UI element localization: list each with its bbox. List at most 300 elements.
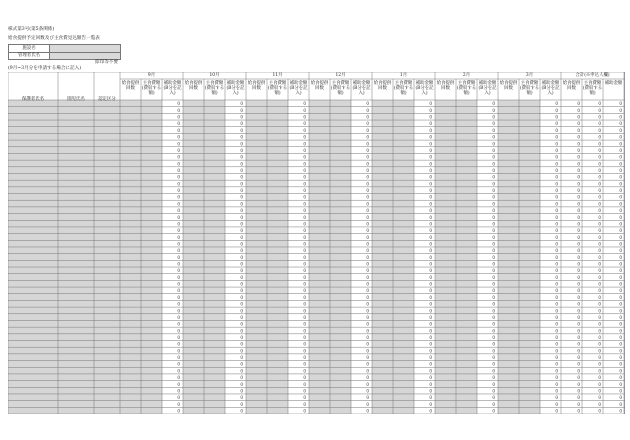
meal-count-cell[interactable] [246,314,267,321]
meal-count-cell[interactable] [309,361,330,368]
staple-cost-cell[interactable] [267,334,288,341]
meal-count-cell[interactable] [183,294,204,301]
meal-count-cell[interactable] [435,240,456,247]
meal-count-cell[interactable] [435,394,456,401]
table-row[interactable] [8,120,120,127]
staple-cost-cell[interactable] [330,240,351,247]
staple-cost-cell[interactable] [330,167,351,174]
meal-count-cell[interactable] [372,200,393,207]
meal-count-cell[interactable] [372,167,393,174]
table-row[interactable] [8,234,120,241]
staple-cost-cell[interactable] [330,140,351,147]
staple-cost-cell[interactable] [519,280,540,287]
meal-count-cell[interactable] [183,280,204,287]
meal-count-cell[interactable] [120,341,141,348]
meal-count-cell[interactable] [246,334,267,341]
meal-count-cell[interactable] [246,354,267,361]
staple-cost-cell[interactable] [141,407,162,414]
staple-cost-cell[interactable] [204,394,225,401]
staple-cost-cell[interactable] [519,347,540,354]
meal-count-cell[interactable] [309,274,330,281]
meal-count-cell[interactable] [372,280,393,287]
staple-cost-cell[interactable] [330,294,351,301]
staple-cost-cell[interactable] [267,254,288,261]
meal-count-cell[interactable] [120,120,141,127]
meal-count-cell[interactable] [435,354,456,361]
meal-count-cell[interactable] [120,100,141,107]
meal-count-cell[interactable] [183,361,204,368]
staple-cost-cell[interactable] [330,194,351,201]
meal-count-cell[interactable] [183,147,204,154]
meal-count-cell[interactable] [435,140,456,147]
meal-count-cell[interactable] [183,387,204,394]
meal-count-cell[interactable] [309,354,330,361]
meal-count-cell[interactable] [183,173,204,180]
staple-cost-cell[interactable] [519,153,540,160]
table-row[interactable] [8,214,120,221]
staple-cost-cell[interactable] [393,153,414,160]
staple-cost-cell[interactable] [330,260,351,267]
staple-cost-cell[interactable] [330,207,351,214]
staple-cost-cell[interactable] [519,227,540,234]
table-row[interactable] [8,167,120,174]
meal-count-cell[interactable] [435,127,456,134]
staple-cost-cell[interactable] [456,100,477,107]
table-row[interactable] [8,274,120,281]
meal-count-cell[interactable] [498,320,519,327]
staple-cost-cell[interactable] [330,133,351,140]
meal-count-cell[interactable] [183,300,204,307]
staple-cost-cell[interactable] [330,274,351,281]
staple-cost-cell[interactable] [393,167,414,174]
meal-count-cell[interactable] [435,100,456,107]
meal-count-cell[interactable] [183,247,204,254]
meal-count-cell[interactable] [498,267,519,274]
staple-cost-cell[interactable] [519,160,540,167]
meal-count-cell[interactable] [120,361,141,368]
meal-count-cell[interactable] [309,254,330,261]
staple-cost-cell[interactable] [267,173,288,180]
staple-cost-cell[interactable] [393,274,414,281]
meal-count-cell[interactable] [120,214,141,221]
meal-count-cell[interactable] [435,287,456,294]
staple-cost-cell[interactable] [204,214,225,221]
meal-count-cell[interactable] [120,307,141,314]
table-row[interactable] [8,314,120,321]
meal-count-cell[interactable] [120,387,141,394]
staple-cost-cell[interactable] [141,127,162,134]
meal-count-cell[interactable] [498,240,519,247]
meal-count-cell[interactable] [372,347,393,354]
meal-count-cell[interactable] [120,267,141,274]
staple-cost-cell[interactable] [141,133,162,140]
staple-cost-cell[interactable] [519,207,540,214]
staple-cost-cell[interactable] [204,173,225,180]
meal-count-cell[interactable] [309,234,330,241]
staple-cost-cell[interactable] [393,133,414,140]
meal-count-cell[interactable] [498,234,519,241]
facility-field[interactable] [50,45,121,53]
staple-cost-cell[interactable] [393,267,414,274]
meal-count-cell[interactable] [372,260,393,267]
staple-cost-cell[interactable] [330,354,351,361]
staple-cost-cell[interactable] [393,200,414,207]
meal-count-cell[interactable] [309,381,330,388]
meal-count-cell[interactable] [498,100,519,107]
staple-cost-cell[interactable] [330,127,351,134]
staple-cost-cell[interactable] [393,140,414,147]
meal-count-cell[interactable] [435,254,456,261]
staple-cost-cell[interactable] [393,120,414,127]
staple-cost-cell[interactable] [267,227,288,234]
meal-count-cell[interactable] [246,341,267,348]
meal-count-cell[interactable] [183,367,204,374]
meal-count-cell[interactable] [372,381,393,388]
meal-count-cell[interactable] [246,247,267,254]
meal-count-cell[interactable] [309,113,330,120]
staple-cost-cell[interactable] [519,274,540,281]
meal-count-cell[interactable] [183,314,204,321]
staple-cost-cell[interactable] [267,327,288,334]
meal-count-cell[interactable] [498,247,519,254]
staple-cost-cell[interactable] [330,401,351,408]
meal-count-cell[interactable] [435,307,456,314]
meal-count-cell[interactable] [183,267,204,274]
meal-count-cell[interactable] [120,113,141,120]
meal-count-cell[interactable] [498,387,519,394]
staple-cost-cell[interactable] [519,300,540,307]
meal-count-cell[interactable] [120,394,141,401]
meal-count-cell[interactable] [498,381,519,388]
meal-count-cell[interactable] [372,180,393,187]
staple-cost-cell[interactable] [267,260,288,267]
meal-count-cell[interactable] [246,140,267,147]
staple-cost-cell[interactable] [393,107,414,114]
staple-cost-cell[interactable] [519,187,540,194]
staple-cost-cell[interactable] [141,294,162,301]
meal-count-cell[interactable] [309,341,330,348]
staple-cost-cell[interactable] [393,234,414,241]
staple-cost-cell[interactable] [204,153,225,160]
staple-cost-cell[interactable] [330,347,351,354]
staple-cost-cell[interactable] [330,254,351,261]
meal-count-cell[interactable] [120,347,141,354]
staple-cost-cell[interactable] [519,113,540,120]
staple-cost-cell[interactable] [456,260,477,267]
meal-count-cell[interactable] [372,220,393,227]
meal-count-cell[interactable] [183,407,204,414]
meal-count-cell[interactable] [183,127,204,134]
meal-count-cell[interactable] [246,200,267,207]
staple-cost-cell[interactable] [330,334,351,341]
staple-cost-cell[interactable] [204,113,225,120]
meal-count-cell[interactable] [309,147,330,154]
staple-cost-cell[interactable] [330,107,351,114]
meal-count-cell[interactable] [435,173,456,180]
meal-count-cell[interactable] [435,280,456,287]
table-row[interactable] [8,240,120,247]
staple-cost-cell[interactable] [456,314,477,321]
meal-count-cell[interactable] [498,294,519,301]
staple-cost-cell[interactable] [456,381,477,388]
staple-cost-cell[interactable] [141,140,162,147]
meal-count-cell[interactable] [309,214,330,221]
staple-cost-cell[interactable] [393,147,414,154]
staple-cost-cell[interactable] [330,341,351,348]
table-row[interactable] [8,267,120,274]
staple-cost-cell[interactable] [204,387,225,394]
staple-cost-cell[interactable] [267,294,288,301]
staple-cost-cell[interactable] [267,361,288,368]
staple-cost-cell[interactable] [519,200,540,207]
staple-cost-cell[interactable] [456,394,477,401]
meal-count-cell[interactable] [120,107,141,114]
staple-cost-cell[interactable] [267,394,288,401]
meal-count-cell[interactable] [372,187,393,194]
meal-count-cell[interactable] [498,194,519,201]
staple-cost-cell[interactable] [456,300,477,307]
meal-count-cell[interactable] [246,160,267,167]
meal-count-cell[interactable] [246,374,267,381]
staple-cost-cell[interactable] [519,341,540,348]
table-row[interactable] [8,387,120,394]
meal-count-cell[interactable] [498,227,519,234]
staple-cost-cell[interactable] [330,113,351,120]
staple-cost-cell[interactable] [204,167,225,174]
staple-cost-cell[interactable] [267,307,288,314]
staple-cost-cell[interactable] [456,173,477,180]
table-row[interactable] [8,381,120,388]
staple-cost-cell[interactable] [393,194,414,201]
meal-count-cell[interactable] [435,361,456,368]
meal-count-cell[interactable] [372,401,393,408]
staple-cost-cell[interactable] [141,260,162,267]
staple-cost-cell[interactable] [141,187,162,194]
meal-count-cell[interactable] [498,220,519,227]
staple-cost-cell[interactable] [141,254,162,261]
staple-cost-cell[interactable] [330,367,351,374]
staple-cost-cell[interactable] [456,334,477,341]
meal-count-cell[interactable] [246,133,267,140]
staple-cost-cell[interactable] [267,160,288,167]
staple-cost-cell[interactable] [456,133,477,140]
meal-count-cell[interactable] [372,374,393,381]
meal-count-cell[interactable] [498,334,519,341]
staple-cost-cell[interactable] [267,207,288,214]
meal-count-cell[interactable] [372,120,393,127]
meal-count-cell[interactable] [372,207,393,214]
meal-count-cell[interactable] [435,180,456,187]
staple-cost-cell[interactable] [141,374,162,381]
staple-cost-cell[interactable] [519,234,540,241]
meal-count-cell[interactable] [309,287,330,294]
staple-cost-cell[interactable] [204,187,225,194]
meal-count-cell[interactable] [309,367,330,374]
meal-count-cell[interactable] [372,327,393,334]
meal-count-cell[interactable] [120,227,141,234]
meal-count-cell[interactable] [435,294,456,301]
staple-cost-cell[interactable] [330,361,351,368]
meal-count-cell[interactable] [246,361,267,368]
staple-cost-cell[interactable] [141,367,162,374]
meal-count-cell[interactable] [309,294,330,301]
staple-cost-cell[interactable] [330,381,351,388]
meal-count-cell[interactable] [372,287,393,294]
staple-cost-cell[interactable] [204,341,225,348]
meal-count-cell[interactable] [183,194,204,201]
staple-cost-cell[interactable] [456,240,477,247]
meal-count-cell[interactable] [309,220,330,227]
meal-count-cell[interactable] [120,180,141,187]
staple-cost-cell[interactable] [204,120,225,127]
meal-count-cell[interactable] [372,127,393,134]
meal-count-cell[interactable] [246,274,267,281]
staple-cost-cell[interactable] [456,307,477,314]
staple-cost-cell[interactable] [330,227,351,234]
meal-count-cell[interactable] [183,234,204,241]
staple-cost-cell[interactable] [267,194,288,201]
staple-cost-cell[interactable] [393,187,414,194]
table-row[interactable] [8,194,120,201]
meal-count-cell[interactable] [183,227,204,234]
staple-cost-cell[interactable] [330,160,351,167]
meal-count-cell[interactable] [372,240,393,247]
meal-count-cell[interactable] [183,113,204,120]
meal-count-cell[interactable] [435,194,456,201]
staple-cost-cell[interactable] [204,194,225,201]
meal-count-cell[interactable] [498,274,519,281]
staple-cost-cell[interactable] [456,127,477,134]
meal-count-cell[interactable] [246,100,267,107]
meal-count-cell[interactable] [183,287,204,294]
table-row[interactable] [8,307,120,314]
staple-cost-cell[interactable] [204,314,225,321]
staple-cost-cell[interactable] [519,214,540,221]
staple-cost-cell[interactable] [330,300,351,307]
meal-count-cell[interactable] [120,220,141,227]
meal-count-cell[interactable] [183,120,204,127]
staple-cost-cell[interactable] [519,381,540,388]
meal-count-cell[interactable] [309,267,330,274]
staple-cost-cell[interactable] [204,247,225,254]
meal-count-cell[interactable] [498,127,519,134]
staple-cost-cell[interactable] [267,133,288,140]
table-row[interactable] [8,113,120,120]
meal-count-cell[interactable] [246,401,267,408]
staple-cost-cell[interactable] [456,407,477,414]
staple-cost-cell[interactable] [456,220,477,227]
meal-count-cell[interactable] [435,267,456,274]
staple-cost-cell[interactable] [393,361,414,368]
meal-count-cell[interactable] [246,407,267,414]
staple-cost-cell[interactable] [393,347,414,354]
meal-count-cell[interactable] [372,214,393,221]
meal-count-cell[interactable] [183,320,204,327]
staple-cost-cell[interactable] [267,153,288,160]
meal-count-cell[interactable] [435,381,456,388]
table-row[interactable] [8,300,120,307]
meal-count-cell[interactable] [183,167,204,174]
meal-count-cell[interactable] [120,234,141,241]
meal-count-cell[interactable] [498,314,519,321]
staple-cost-cell[interactable] [204,307,225,314]
staple-cost-cell[interactable] [519,100,540,107]
meal-count-cell[interactable] [498,300,519,307]
meal-count-cell[interactable] [498,341,519,348]
staple-cost-cell[interactable] [393,367,414,374]
meal-count-cell[interactable] [246,240,267,247]
staple-cost-cell[interactable] [393,341,414,348]
table-row[interactable] [8,334,120,341]
staple-cost-cell[interactable] [456,200,477,207]
staple-cost-cell[interactable] [519,307,540,314]
staple-cost-cell[interactable] [141,240,162,247]
staple-cost-cell[interactable] [456,361,477,368]
meal-count-cell[interactable] [435,200,456,207]
meal-count-cell[interactable] [498,207,519,214]
staple-cost-cell[interactable] [519,394,540,401]
meal-count-cell[interactable] [120,374,141,381]
meal-count-cell[interactable] [309,260,330,267]
meal-count-cell[interactable] [372,113,393,120]
meal-count-cell[interactable] [120,173,141,180]
meal-count-cell[interactable] [309,173,330,180]
meal-count-cell[interactable] [246,260,267,267]
staple-cost-cell[interactable] [519,194,540,201]
meal-count-cell[interactable] [183,133,204,140]
meal-count-cell[interactable] [246,327,267,334]
staple-cost-cell[interactable] [456,194,477,201]
staple-cost-cell[interactable] [456,234,477,241]
staple-cost-cell[interactable] [267,401,288,408]
staple-cost-cell[interactable] [204,300,225,307]
meal-count-cell[interactable] [120,280,141,287]
meal-count-cell[interactable] [120,367,141,374]
staple-cost-cell[interactable] [141,354,162,361]
table-row[interactable] [8,173,120,180]
table-row[interactable] [8,207,120,214]
meal-count-cell[interactable] [309,180,330,187]
staple-cost-cell[interactable] [267,320,288,327]
staple-cost-cell[interactable] [204,294,225,301]
staple-cost-cell[interactable] [204,147,225,154]
staple-cost-cell[interactable] [330,374,351,381]
meal-count-cell[interactable] [183,220,204,227]
meal-count-cell[interactable] [309,160,330,167]
staple-cost-cell[interactable] [267,374,288,381]
meal-count-cell[interactable] [498,113,519,120]
staple-cost-cell[interactable] [204,367,225,374]
staple-cost-cell[interactable] [519,260,540,267]
meal-count-cell[interactable] [372,234,393,241]
staple-cost-cell[interactable] [456,280,477,287]
meal-count-cell[interactable] [435,133,456,140]
meal-count-cell[interactable] [183,207,204,214]
meal-count-cell[interactable] [120,401,141,408]
staple-cost-cell[interactable] [393,127,414,134]
meal-count-cell[interactable] [498,347,519,354]
staple-cost-cell[interactable] [330,173,351,180]
table-row[interactable] [8,180,120,187]
meal-count-cell[interactable] [498,260,519,267]
meal-count-cell[interactable] [120,194,141,201]
staple-cost-cell[interactable] [456,214,477,221]
staple-cost-cell[interactable] [141,387,162,394]
staple-cost-cell[interactable] [393,220,414,227]
meal-count-cell[interactable] [435,334,456,341]
table-row[interactable] [8,327,120,334]
meal-count-cell[interactable] [372,367,393,374]
